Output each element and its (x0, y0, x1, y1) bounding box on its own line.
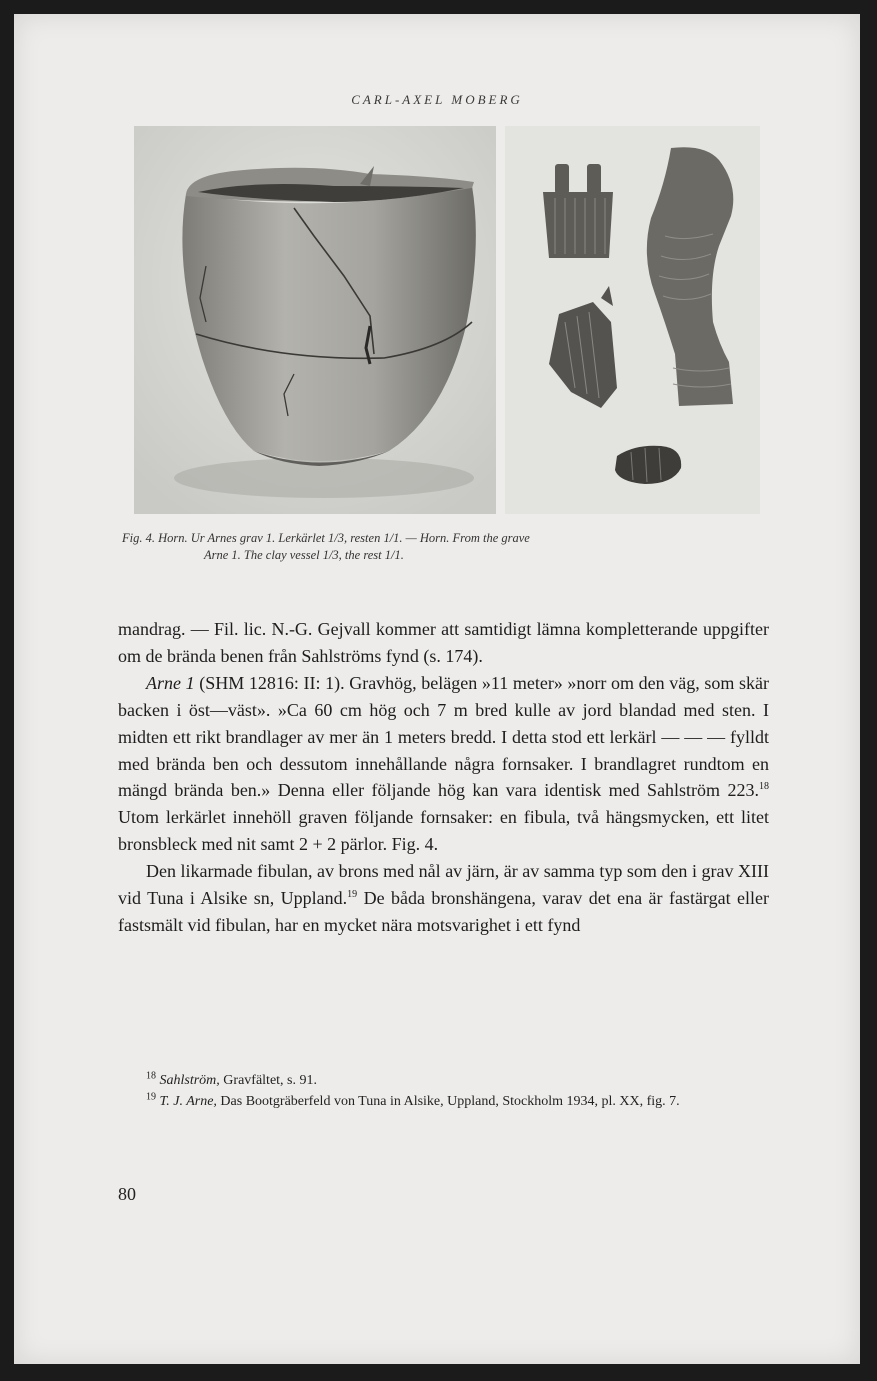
paragraph-1: mandrag. — Fil. lic. N.-G. Gejvall kommer att samtidigt lämna kompletterande uppgifter om de brända benen från Sahlströms fynd (s. 174). (118, 619, 769, 666)
paragraph-3 (118, 858, 769, 939)
clay-vessel-photo (134, 126, 496, 514)
footnote-18 (118, 1070, 769, 1091)
paragraph-3-text: Den likarmade fibulan, av brons med nål av järn, är av samma typ som den i grav XIII vid Tuna i Alsike sn, Uppland. (118, 861, 769, 909)
paragraph-2-tail: Utom lerkärlet innehöll graven följande fornsaker: en fibula, två hängsmycken, ett litet bronsbleck med nit samt 2 + 2 pärlor. Fig. 4. (118, 807, 769, 855)
page (14, 14, 860, 1364)
caption-line-2: Arne 1. The clay vessel 1/3, the rest 1/1. (204, 548, 404, 562)
body-text (118, 616, 769, 939)
paragraph-2-text: (SHM 12816: II: 1). Gravhög, belägen »11 meter» »norr om den väg, som skär backen i öst—väst». »Ca 60 cm hög och 7 m bred kulle av jord blandad med sten. I midten ett rikt brandlager av mer än 1 meters bredd. I detta stod ett lerkärl — — — fylldt med brända ben och dessutom innehållande några fornsaker. I brandlagret rundtom en mängd brända ben.» Denna eller följande hög kan vara identisk med Sahlström 223. (118, 672, 769, 801)
footnote-number: 18 (146, 1070, 156, 1082)
footnote-author: Sahlström, (159, 1073, 220, 1088)
footnote-ref-19[interactable]: 19 (347, 889, 358, 901)
bronze-objects-photo (505, 126, 760, 514)
footnote-number: 19 (146, 1091, 156, 1103)
paragraph-2 (118, 670, 769, 858)
figure-caption (122, 530, 782, 564)
footnote-ref-18[interactable]: 18 (759, 781, 769, 793)
page-number: 80 (118, 1184, 136, 1204)
caption-line-1: Fig. 4. Horn. Ur Arnes grav 1. Lerkärlet 1/3, resten 1/1. — Horn. From the grave (122, 531, 530, 545)
footnotes (118, 1070, 769, 1112)
footnote-author: T. J. Arne, (159, 1094, 217, 1109)
grave-name: Arne 1 (146, 672, 195, 693)
footnote-text: Das Bootgräberfeld von Tuna in Alsike, Uppland, Stockholm 1934, pl. XX, fig. 7. (216, 1094, 680, 1109)
paragraph-3-tail: De båda bronshängena, varav det ena är fastärgat eller fastsmält vid fibulan, har en mycket nära motsvarighet i ett fynd (118, 888, 769, 935)
running-head: CARL-AXEL MOBERG (351, 92, 523, 107)
footnote-text: Gravfältet, s. 91. (219, 1073, 317, 1088)
footnote-19 (118, 1091, 769, 1112)
